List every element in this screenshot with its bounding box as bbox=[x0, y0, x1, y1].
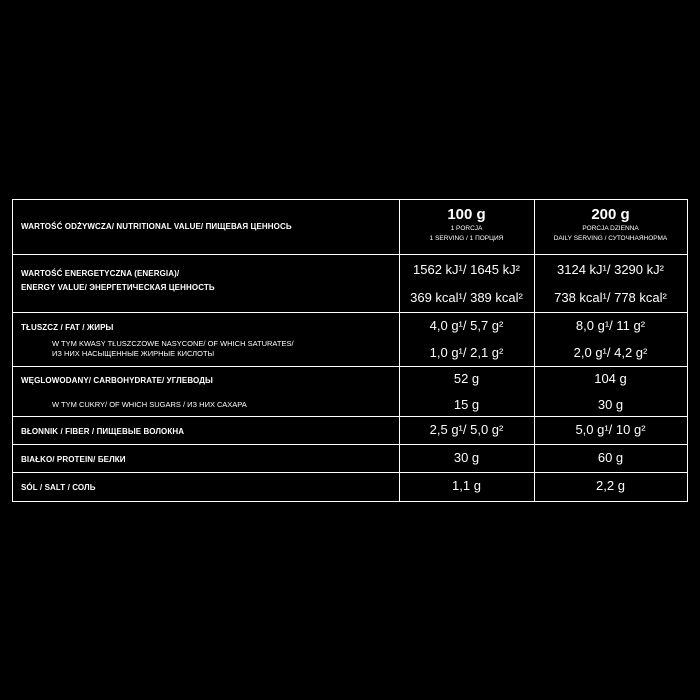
salt-row bbox=[13, 473, 687, 501]
carbohydrate-label: WĘGLOWODANY/ CARBOHYDRATE/ УГЛЕВОДЫ bbox=[21, 376, 213, 385]
salt-200g: 2,2 g bbox=[596, 478, 625, 493]
fat-row bbox=[13, 313, 687, 367]
sugars-200g: 30 g bbox=[597, 397, 624, 412]
fiber-200g: 5,0 g¹/ 10 g² bbox=[575, 422, 646, 437]
fiber-label: BŁONNIK / FIBER / ПИЩЕВЫЕ ВОЛОКНА bbox=[21, 427, 185, 436]
col2-amount: 200 g bbox=[591, 206, 630, 223]
protein-label: BIAŁKO/ PROTEIN/ БЕЛКИ bbox=[21, 455, 126, 464]
energy-row bbox=[13, 255, 687, 313]
salt-label: SÓL / SALT / СОЛЬ bbox=[21, 483, 96, 492]
col1-amount: 100 g bbox=[447, 206, 486, 223]
protein-row bbox=[13, 445, 687, 473]
carbohydrate-row bbox=[13, 367, 687, 417]
energy-kcal-200g: 738 kcal¹/ 778 kcal² bbox=[554, 290, 667, 305]
fiber-row bbox=[13, 417, 687, 445]
fat-label: TŁUSZCZ / FAT / ЖИРЫ bbox=[21, 323, 114, 332]
nutrition-table bbox=[12, 199, 688, 502]
salt-100g: 1,1 g bbox=[452, 478, 481, 493]
col1-line1: 1 PORCJA bbox=[450, 225, 483, 232]
header-label: WARTOŚĆ ODŻYWCZA/ NUTRITIONAL VALUE/ ПИЩЕВАЯ ЦЕННОСЬ bbox=[21, 222, 292, 231]
col1-line2: 1 SERVING / 1 ПОРЦИЯ bbox=[429, 235, 504, 242]
saturates-200g: 2,0 g¹/ 4,2 g² bbox=[573, 345, 648, 360]
protein-100g: 30 g bbox=[453, 450, 480, 465]
sugars-label: W TYM CUKRY/ OF WHICH SUGARS / ИЗ НИХ САХАРА bbox=[52, 400, 247, 409]
fat-200g: 8,0 g¹/ 11 g² bbox=[575, 318, 646, 333]
energy-label-line2: ENERGY VALUE/ ЭНЕРГЕТИЧЕСКАЯ ЦЕННОСТЬ bbox=[21, 283, 215, 292]
energy-kj-200g: 3124 kJ¹/ 3290 kJ² bbox=[557, 262, 664, 277]
energy-kj-100g: 1562 kJ¹/ 1645 kJ² bbox=[413, 262, 520, 277]
carbohydrate-100g: 52 g bbox=[453, 371, 480, 386]
saturates-100g: 1,0 g¹/ 2,1 g² bbox=[429, 345, 504, 360]
header-row bbox=[13, 200, 687, 255]
protein-200g: 60 g bbox=[597, 450, 624, 465]
fiber-100g: 2,5 g¹/ 5,0 g² bbox=[429, 422, 504, 437]
energy-kcal-100g: 369 kcal¹/ 389 kcal² bbox=[410, 290, 523, 305]
energy-label-line1: WARTOŚĆ ENERGETYCZNA (ENERGIA)/ bbox=[21, 269, 180, 278]
saturates-label-line2: ИЗ НИХ НАСЫЩЕННЫЕ ЖИРНЫЕ КИСЛОТЫ bbox=[52, 349, 215, 358]
saturates-label-line1: W TYM KWASY TŁUSZCZOWE NASYCONE/ OF WHICH SATURATES/ bbox=[52, 339, 294, 348]
carbohydrate-200g: 104 g bbox=[594, 371, 627, 386]
fat-100g: 4,0 g¹/ 5,7 g² bbox=[429, 318, 504, 333]
sugars-100g: 15 g bbox=[453, 397, 480, 412]
col2-line1: PORCJA DZIENNA bbox=[582, 225, 639, 232]
col2-line2: DAILY SERVING / СУТОЧНАЯНОРМА bbox=[553, 235, 668, 242]
